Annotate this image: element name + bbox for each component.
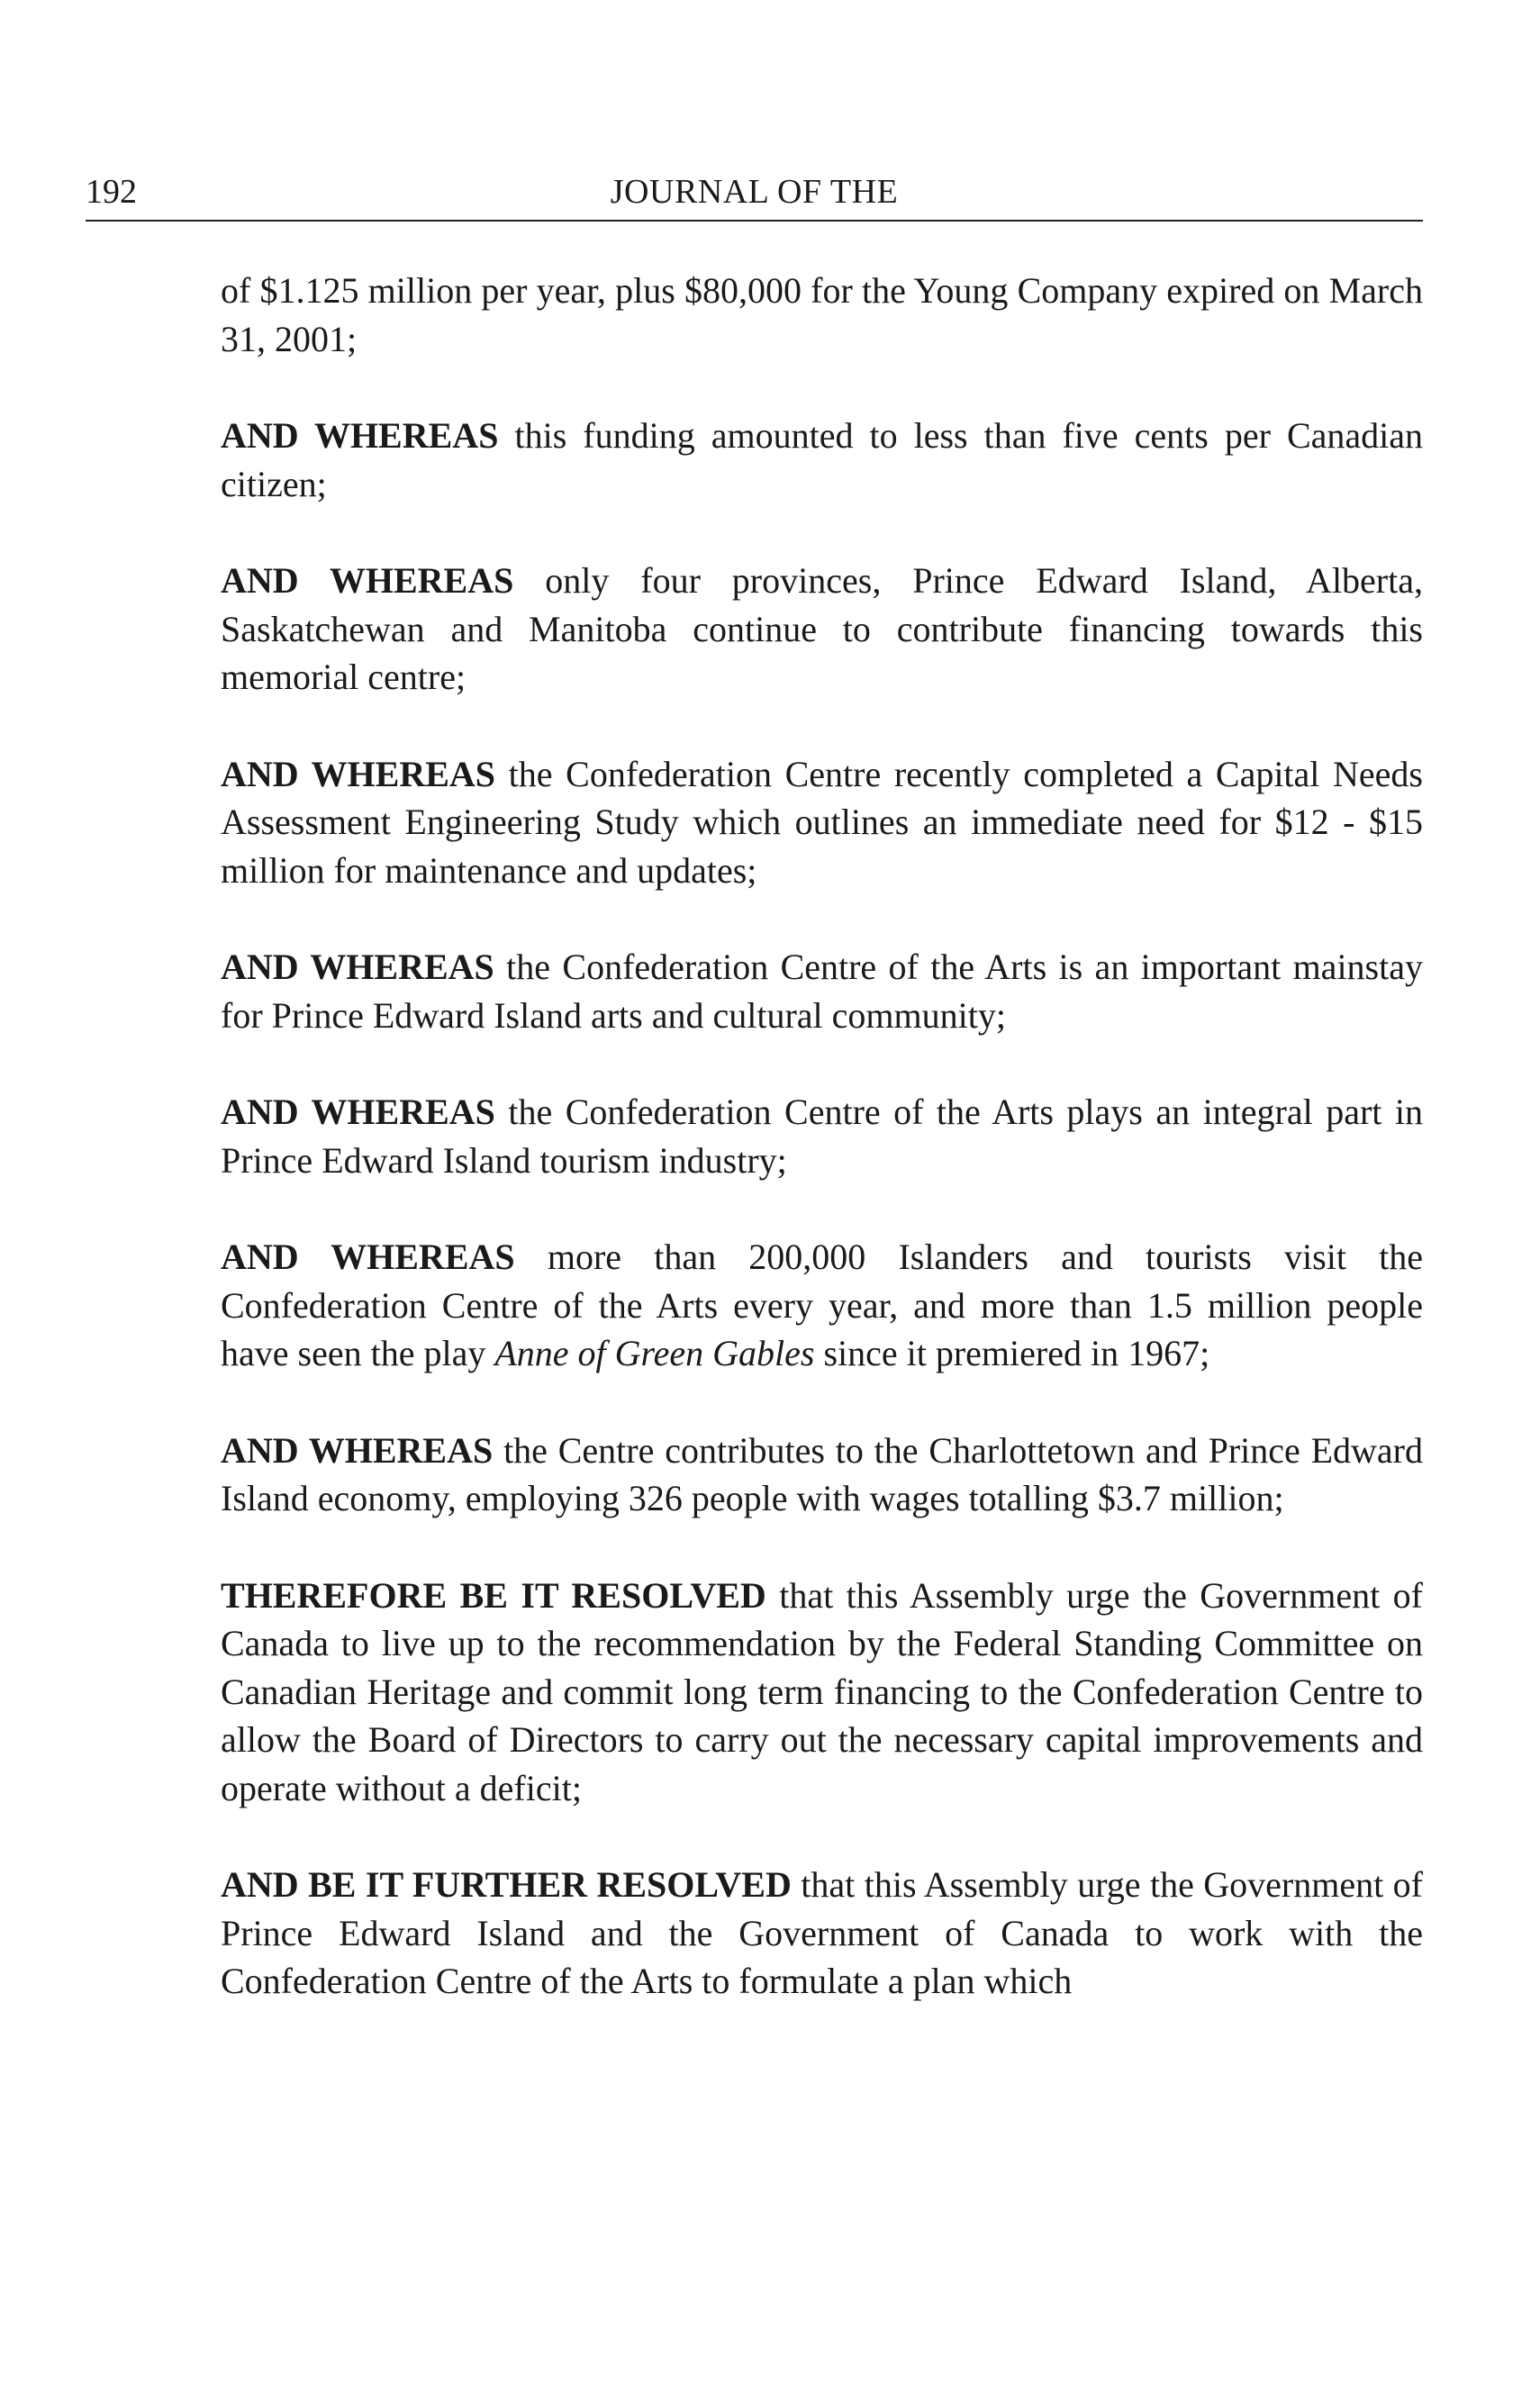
paragraph-text: more than 200,000 Islanders and tourists visit the Confederation Centre of the Arts every year, and more than 1.5 million people have seen the play: [221, 1237, 1423, 1373]
paragraph-funding-amount: [221, 267, 1423, 363]
paragraph-whereas-mainstay: [221, 943, 1423, 1039]
running-header: [86, 169, 1423, 222]
paragraph-lead: AND WHEREAS: [221, 415, 499, 456]
paragraph-text: the Confederation Centre of the Arts plays an integral part in Prince Edward Island tourism industry;: [221, 1092, 1423, 1181]
paragraph-lead: AND WHEREAS: [221, 1237, 515, 1277]
paragraph-text: the Confederation Centre of the Arts is an important mainstay for Prince Edward Island arts and cultural community;: [221, 947, 1423, 1036]
paragraph-text: that this Assembly urge the Government of Canada to live up to the recommendation by the Federal Standing Committee on Canadian Heritage and commit long term financing to the Confederation Centre to allow the Board of Directors to carry out the necessary capital improvements and operate without a deficit;: [221, 1574, 1423, 1808]
paragraph-whereas-tourism: [221, 1088, 1423, 1184]
paragraph-lead: AND WHEREAS: [221, 753, 496, 794]
paragraph-whereas-economy: [221, 1427, 1423, 1523]
paragraph-lead: AND WHEREAS: [221, 947, 494, 987]
page-number: 192: [86, 173, 137, 211]
resolution-text: [221, 267, 1423, 2006]
paragraph-whereas-provinces: [221, 557, 1423, 702]
paragraph-text: only four provinces, Prince Edward Island, Alberta, Saskatchewan and Manitoba continue to contribute financing towards this memorial centre;: [221, 560, 1423, 697]
paragraph-whereas-study: [221, 750, 1423, 895]
play-title: Anne of Green Gables: [494, 1333, 815, 1373]
paragraph-further-resolved: [221, 1861, 1423, 2006]
paragraph-lead: THEREFORE BE IT RESOLVED: [221, 1574, 766, 1616]
paragraph-whereas-visitors: [221, 1233, 1423, 1378]
paragraph-lead: AND WHEREAS: [221, 1429, 494, 1471]
paragraph-lead: AND WHEREAS: [221, 560, 514, 601]
paragraph-text: the Centre contributes to the Charlottetown and Prince Edward Island economy, employing 326 people with wages totalling $3.7 million;: [221, 1429, 1423, 1518]
journal-title: JOURNAL OF THE: [610, 173, 899, 211]
paragraph-lead: AND WHEREAS: [221, 1092, 495, 1132]
paragraph-text-end: since it premiered in 1967;: [814, 1333, 1210, 1373]
paragraph-lead: AND BE IT FURTHER RESOLVED: [221, 1864, 792, 1905]
paragraph-text: this funding amounted to less than five cents per Canadian citizen;: [221, 415, 1423, 504]
paragraph-therefore-resolved: [221, 1572, 1423, 1813]
paragraph-whereas-per-citizen: [221, 412, 1423, 508]
paragraph-text: the Confederation Centre recently completed a Capital Needs Assessment Engineering Study which outlines an immediate need for $12 - $15 million for maintenance and updates;: [221, 753, 1423, 891]
paragraph-text: of $1.125 million per year, plus $80,000 for the Young Company expired on March 31, 2001;: [221, 270, 1423, 359]
paragraph-text: that this Assembly urge the Government of Prince Edward Island and the Government of Canada to work with the Confederation Centre of the Arts to formulate a plan which: [221, 1864, 1423, 2001]
